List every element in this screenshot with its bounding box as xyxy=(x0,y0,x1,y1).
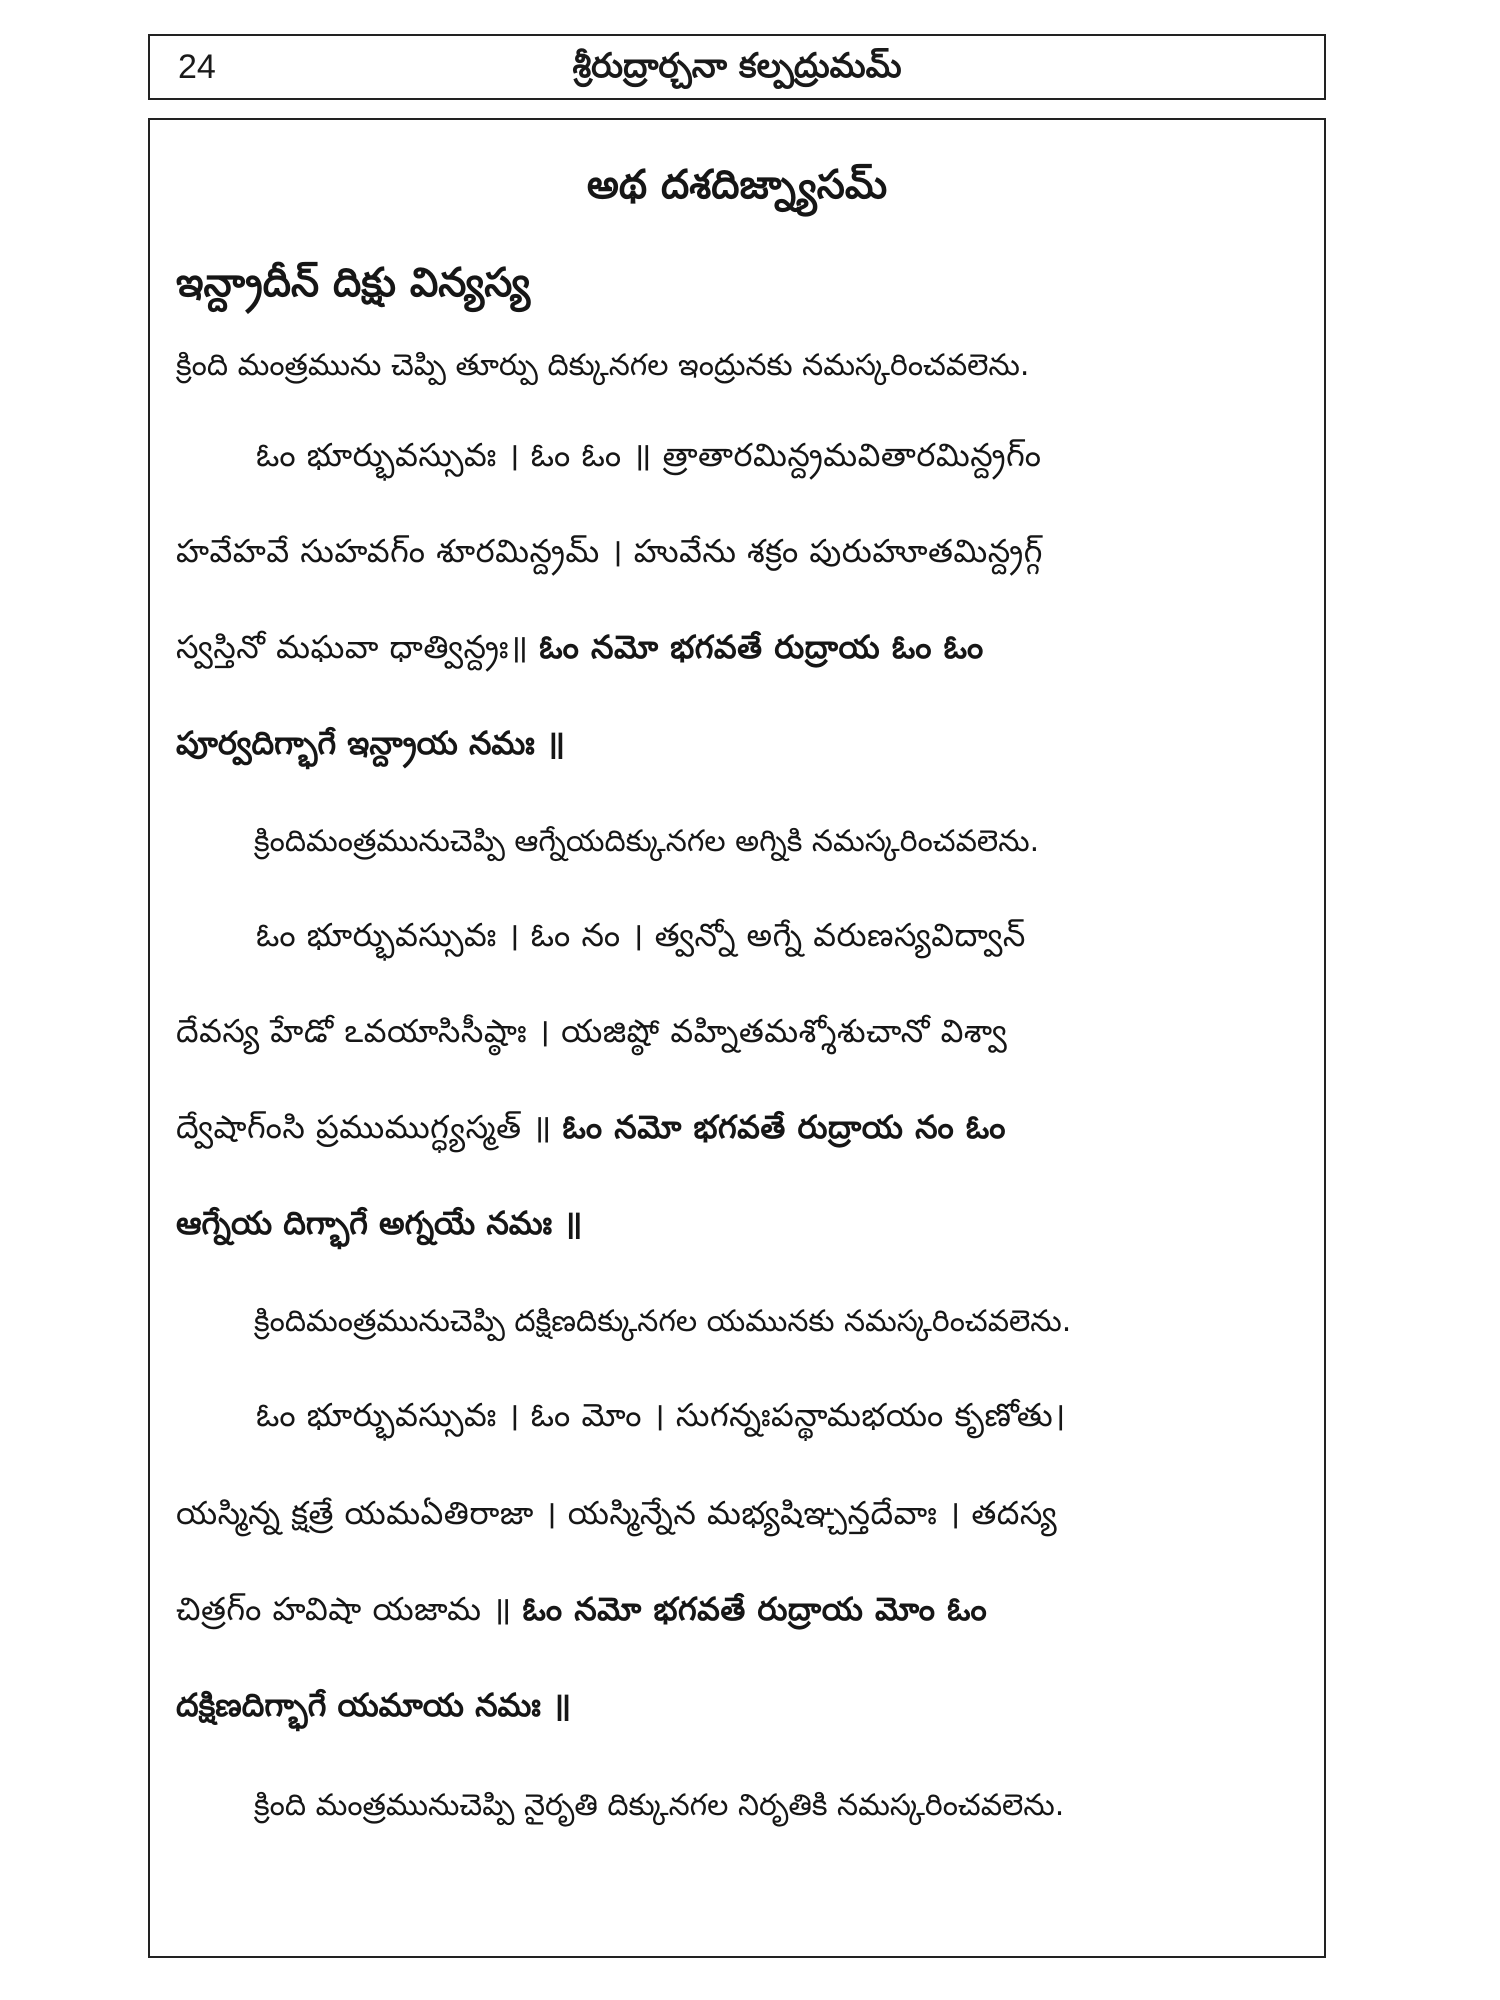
indra-verse-line-2: హవేహవే సుహవగ్ం శూరమిన్ద్రమ్ । హువేను శక్రం పురుహూతమిన్ద్రగ్గ్ xyxy=(176,532,1043,570)
yama-verse-text: చిత్రగ్ం హవిషా యజామ ॥ xyxy=(176,1590,512,1628)
indra-verse-text: స్వస్తినో మఘవా ధాత్విన్ద్రః॥ xyxy=(176,628,529,666)
indra-closing: పూర్వదిగ్భాగే ఇన్ద్రాయ నమః ॥ xyxy=(176,724,566,762)
indra-verse-line-3 xyxy=(176,628,1298,674)
yama-verse-line-3 xyxy=(176,1590,1298,1636)
section-title: అథ దశదిజ్న్యాసమ్ xyxy=(586,162,888,208)
book-title: శ్రీరుద్రార్చనా కల్పద్రుమమ్ xyxy=(572,46,902,86)
yama-verse-line-2: యస్మిన్న క్షత్రే యమఏతిరాజా । యస్మిన్నేన మభ్యషిఞ్చన్తదేవాః । తదస్య xyxy=(176,1494,1058,1532)
agni-namaskara: ఓం నమో భగవతే రుద్రాయ నం ఓం xyxy=(562,1108,1007,1146)
agni-instruction: క్రిందిమంత్రమునుచెప్పి ఆగ్నేయదిక్కునగల అగ్నికి నమస్కరించవలెను. xyxy=(254,824,1040,859)
content-frame xyxy=(148,118,1326,1958)
yama-namaskara: ఓం నమో భగవతే రుద్రాయ మోం ఓం xyxy=(522,1590,988,1628)
page-header xyxy=(148,34,1326,100)
subheading: ఇన్ద్రాదీన్ దిక్షు విన్యస్య xyxy=(176,260,531,306)
indra-instruction: క్రింది మంత్రమును చెప్పి తూర్పు దిక్కునగల ఇంద్రునకు నమస్కరించవలెను. xyxy=(176,348,1030,383)
agni-closing: ఆగ్నేయ దిగ్భాగే అగ్నయే నమః ॥ xyxy=(176,1204,583,1242)
yama-closing: దక్షిణదిగ్భాగే యమాయ నమః ॥ xyxy=(176,1686,572,1724)
indra-verse-line-1: ఓం భూర్భువస్సువః । ఓం ఓం ॥ త్రాతారమిన్ద్రమవితారమిన్ద్రగ్ం xyxy=(256,436,1042,474)
agni-verse-text: ద్వేషాగ్ంసి ప్రముముగ్ధ్యస్మత్ ॥ xyxy=(176,1108,552,1146)
agni-verse-line-3 xyxy=(176,1108,1298,1154)
indra-namaskara: ఓం నమో భగవతే రుద్రాయ ఓం ఓం xyxy=(539,628,984,666)
yama-verse-line-1: ఓం భూర్భువస్సువః । ఓం మోం । సుగన్నఃపన్థామభయం కృణోతు। xyxy=(256,1396,1066,1434)
agni-verse-line-2: దేవస్య హేడో ఽవయాసిసీష్ఠాః । యజిష్ఠో వహ్నితమశ్శోశుచానో విశ్వా xyxy=(176,1012,1008,1050)
agni-verse-line-1: ఓం భూర్భువస్సువః । ఓం నం । త్వన్నో అగ్నే వరుణస్యవిద్వాన్ xyxy=(256,916,1026,954)
nirruti-instruction: క్రింది మంత్రమునుచెప్పి నైరృతి దిక్కునగల నిరృతికి నమస్కరించవలెను. xyxy=(254,1788,1065,1823)
yama-instruction: క్రిందిమంత్రమునుచెప్పి దక్షిణదిక్కునగల యమునకు నమస్కరించవలెను. xyxy=(254,1304,1072,1339)
page-number: 24 xyxy=(178,48,216,86)
